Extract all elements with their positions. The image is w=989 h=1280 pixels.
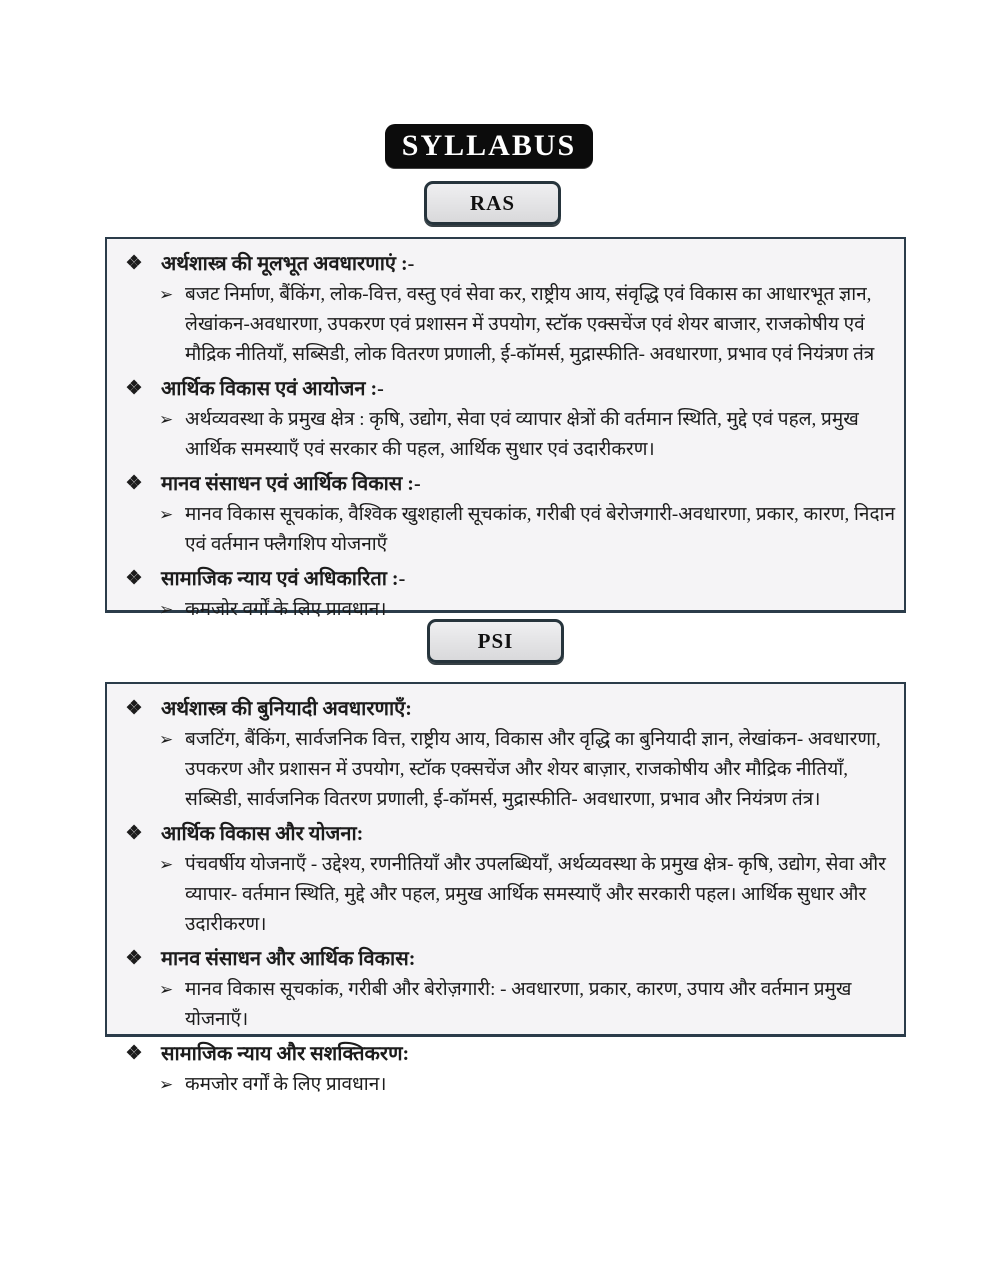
arrow-bullet-icon: ➢ [159,1075,174,1094]
arrow-bullet-icon: ➢ [159,980,174,999]
psi-topic-4 [115,1039,898,1100]
diamond-bullet-icon: ❖ [125,378,143,399]
ras-syllabus-box [105,237,906,620]
topic-heading [115,374,898,404]
psi-syllabus-box [105,682,906,1095]
topic-heading [115,249,898,279]
section-label-psi: PSI [477,628,514,653]
topic-point [159,280,898,370]
topic-point [159,850,898,940]
topic-heading-text: सामाजिक न्याय और सशक्तिकरण: [161,1043,410,1065]
diamond-bullet-icon: ❖ [125,948,143,969]
psi-topic-2 [115,819,898,940]
topic-point [159,500,898,560]
arrow-bullet-icon: ➢ [159,505,174,524]
topic-heading-text: मानव संसाधन और आर्थिक विकास: [161,948,416,970]
ras-topic-3 [115,469,898,560]
topic-heading [115,944,898,974]
arrow-bullet-icon: ➢ [159,410,174,429]
section-label-ras: RAS [469,190,515,215]
topic-point-text: कमजोर वर्गों के लिए प्रावधान। [185,599,387,620]
page-title: SYLLABUS [401,129,577,162]
topic-point-text: कमजोर वर्गों के लिए प्रावधान। [185,1074,387,1095]
ras-topic-4 [115,564,898,625]
topic-heading-text: मानव संसाधन एवं आर्थिक विकास :- [161,473,421,495]
psi-topic-3 [115,944,898,1035]
arrow-bullet-icon: ➢ [159,855,174,874]
topic-point [159,405,898,465]
arrow-bullet-icon: ➢ [159,730,174,749]
topic-heading [115,564,898,594]
topic-point-text: पंचवर्षीय योजनाएँ - उद्देश्य, रणनीतियाँ और उपलब्धियाँ, अर्थव्यवस्था के प्रमुख क्षेत्र- कृषि, उद्योग, सेवा और व्यापार- वर्तमान स्थिति, मुद्दे और पहल, प्रमुख आर्थिक समस्याएँ और सरकारी पहल। आर्थिक सुधार और उदारीकरण। [185,854,886,935]
diamond-bullet-icon: ❖ [125,698,143,719]
topic-heading [115,819,898,849]
diamond-bullet-icon: ❖ [125,823,143,844]
topic-point-text: अर्थव्यवस्था के प्रमुख क्षेत्र : कृषि, उद्योग, सेवा एवं व्यापार क्षेत्रों की वर्तमान स्थिति, मुद्दे एवं पहल, प्रमुख आर्थिक समस्याएँ एवं सरकार की पहल, आर्थिक सुधार एवं उदारीकरण। [185,409,859,460]
arrow-bullet-icon: ➢ [159,285,174,304]
topic-point-text: मानव विकास सूचकांक, गरीबी और बेरोज़गारी: - अवधारणा, प्रकार, कारण, उपाय और वर्तमान प्रमुख योजनाएँ। [185,979,852,1030]
psi-box-content [107,684,904,1106]
topic-point [159,1070,898,1100]
syllabus-title-badge [385,124,593,168]
topic-point-text: बजट निर्माण, बैंकिंग, लोक-वित्त, वस्तु एवं सेवा कर, राष्ट्रीय आय, संवृद्धि एवं विकास का आधारभूत ज्ञान, लेखांकन-अवधारणा, उपकरण एवं प्रशासन में उपयोग, स्टॉक एक्सचेंज एवं शेयर बाजार, राजकोषीय एवं मौद्रिक नीतियाँ, सब्सिडी, लोक वितरण प्रणाली, ई-कॉमर्स, मुद्रास्फीति- अवधारणा, प्रभाव एवं नियंत्रण तंत्र [185,284,875,365]
diamond-bullet-icon: ❖ [125,568,143,589]
ras-topic-2 [115,374,898,465]
topic-point [159,975,898,1035]
diamond-bullet-icon: ❖ [125,1043,143,1064]
ras-topic-1 [115,249,898,370]
topic-heading-text: अर्थशास्त्र की मूलभूत अवधारणाएं :- [161,253,415,275]
topic-heading-text: अर्थशास्त्र की बुनियादी अवधारणाएँ: [161,698,412,720]
topic-point-text: मानव विकास सूचकांक, वैश्विक खुशहाली सूचकांक, गरीबी एवं बेरोजगारी-अवधारणा, प्रकार, कारण, निदान एवं वर्तमान फ्लैगशिप योजनाएँ [185,504,896,555]
ras-box-content [107,239,904,631]
section-badge-psi [427,619,564,663]
topic-heading [115,469,898,499]
psi-topic-1 [115,694,898,815]
diamond-bullet-icon: ❖ [125,473,143,494]
topic-heading [115,694,898,724]
topic-point [159,725,898,815]
topic-point-text: बजटिंग, बैंकिंग, सार्वजनिक वित्त, राष्ट्रीय आय, विकास और वृद्धि का बुनियादी ज्ञान, लेखांकन- अवधारणा, उपकरण और प्रशासन में उपयोग, स्टॉक एक्सचेंज और शेयर बाज़ार, राजकोषीय और मौद्रिक नीतियाँ, सब्सिडी, सार्वजनिक वितरण प्रणाली, ई-कॉमर्स, मुद्रास्फीति- अवधारणा, प्रभाव और नियंत्रण तंत्र। [185,729,881,810]
diamond-bullet-icon: ❖ [125,253,143,274]
topic-heading-text: आर्थिक विकास और योजना: [161,823,364,845]
topic-heading [115,1039,898,1069]
topic-heading-text: सामाजिक न्याय एवं अधिकारिता :- [161,568,406,590]
section-badge-ras [424,181,561,225]
topic-heading-text: आर्थिक विकास एवं आयोजन :- [161,378,384,400]
arrow-bullet-icon: ➢ [159,600,174,619]
